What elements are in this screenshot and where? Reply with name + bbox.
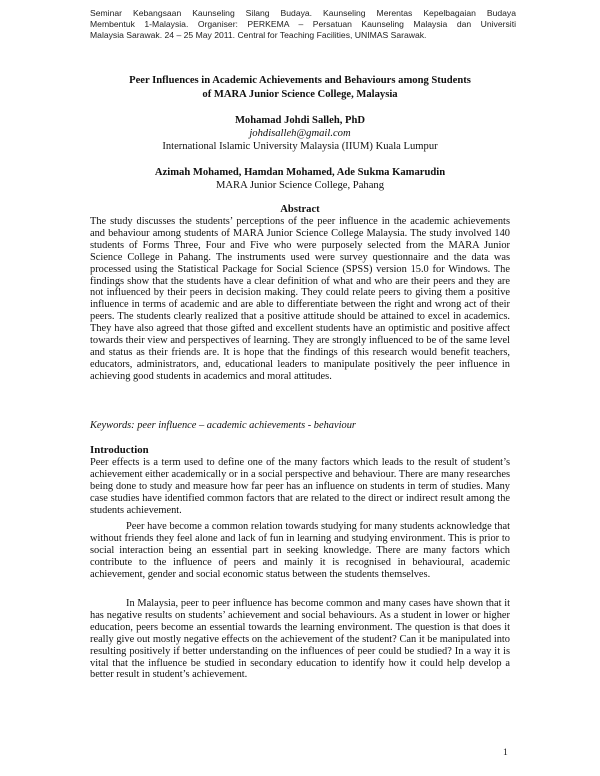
header-line-1: Seminar Kebangsaan Kaunseling Silang Budaya. Kaunseling Merentas Kepelbagaian Budaya <box>90 8 516 18</box>
introduction-heading: Introduction <box>90 444 149 456</box>
title-line-1: Peer Influences in Academic Achievements and Behaviours among Students <box>129 75 471 86</box>
intro-paragraph-3: In Malaysia, peer to peer influence has become common and many cases have shown that it has negative results on students’ achievement and social behaviours. As a student in lower or higher education, peers become an essential towards the learning environment. The question is that does it really give out mostly negative effects on the achievement of the student? Can it be manipulated into resulting positively if better understanding on the influences of peer could be studied? In a way it is vital that the influence be studied in secondary education to identify how it could help develop a better result in student’s achievement. <box>90 598 510 681</box>
coauthor-names: Azimah Mohamed, Hamdan Mohamed, Ade Sukma Kamarudin <box>154 167 446 178</box>
abstract-text: The study discusses the students’ perceptions of the peer influence in the academic achievements and behaviour among students of MARA Junior Science College Malaysia. The study involved 140 students of Forms Three, Four and Five who were purposely selected from the MARA Junior Science College in Pahang. The instruments used were survey questionnaire and the data was processed using the Statistical Package for Social Science (SPSS) version 15.0 for Windows. The findings show that the students have a clear definition of what and who are their peers and they are not influenced by their peers in decision making. They could relate peers to giving them a positive influence in terms of academic and are able to differentiate between the right and wrong act of their peers. The students clearly realized that a positive attitude should be attained to excel in academics. They have also agreed that those gifted and excellent students have an optimistic and positive affect towards their view and perspectives of learning. They are strongly influenced to be of the same level and status as their friends are. It is hope that the findings of this research would benefit teachers, educators, administrators, and, educational leaders to manipulate positively the peer influence in achieving good students in academics and moral attitudes. <box>90 216 510 382</box>
header-line-3: Malaysia Sarawak. 24 – 25 May 2011. Central for Teaching Facilities, UNIMAS Sarawak. <box>90 30 427 40</box>
author-block-1 <box>90 114 510 153</box>
conference-header <box>90 8 516 41</box>
page-number: 1 <box>503 748 508 758</box>
abstract-heading: Abstract <box>280 204 320 215</box>
author-email-link[interactable]: johdisalleh@gmail.com <box>249 128 351 139</box>
header-line-2: Membentuk 1-Malaysia. Organiser: PERKEMA – Persatuan Kaunseling Malaysia dan Universiti <box>90 19 516 29</box>
author-block-2 <box>90 166 510 192</box>
intro-paragraph-2: Peer have become a common relation towards studying for many students acknowledge that without friends they feel alone and lack of fun in learning and studying environment. This is prior to social interaction being an essential part in seeking knowledge. There are many factors which contribute to the influence of peers and mainly it is recognised in behavioural, academic achievement, gender and social economic status between the students themselves. <box>90 521 510 580</box>
intro-paragraph-1: Peer effects is a term used to define one of the many factors which leads to the result of student’s achievement either academically or in a social perspective and behaviour. There are many researches being done to study and measure how far peer has an influence on students in term of studies. Many case studies have identified common factors that are related to the direct or indirect result among the students achievement. <box>90 457 510 516</box>
author-affiliation: International Islamic University Malaysia (IIUM) Kuala Lumpur <box>162 141 438 152</box>
title-line-2: of MARA Junior Science College, Malaysia <box>202 89 398 100</box>
paper-title <box>90 74 510 102</box>
author-name: Mohamad Johdi Salleh, PhD <box>234 115 366 126</box>
coauthor-affiliation: MARA Junior Science College, Pahang <box>215 180 384 191</box>
keywords: Keywords: peer influence – academic achievements - behaviour <box>90 420 356 431</box>
